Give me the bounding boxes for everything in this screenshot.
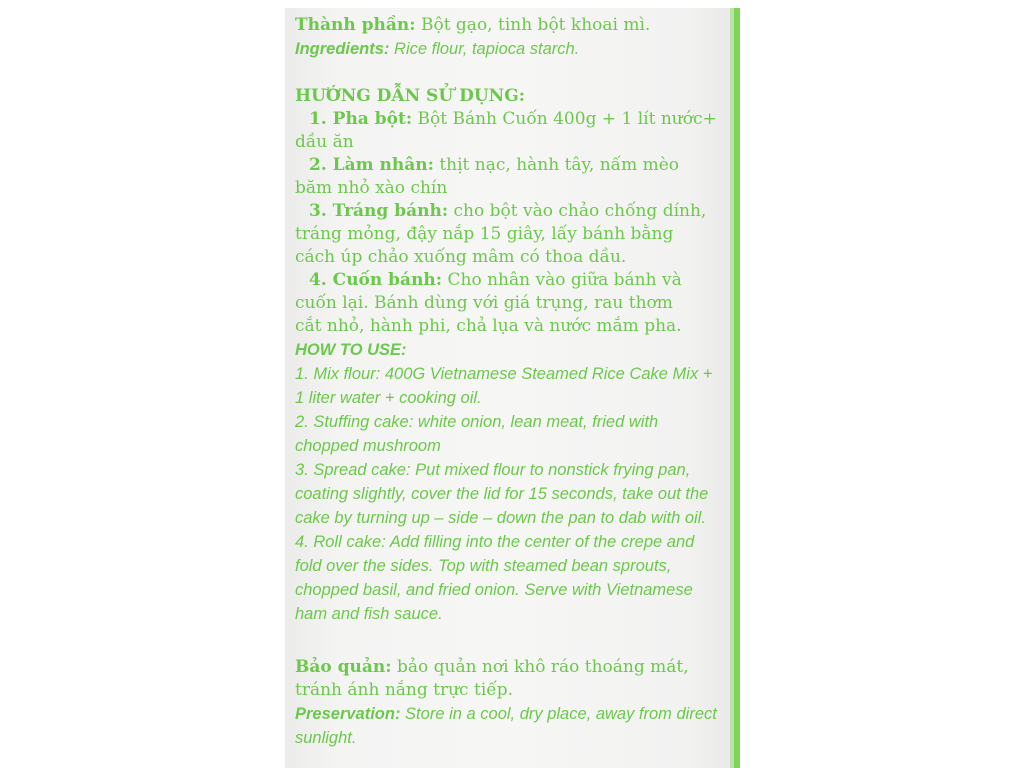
usage-en-line: 1 liter water + cooking oil. (295, 389, 482, 407)
usage-vn-step-4-line-3: cắt nhỏ, hành phi, chả lụa và nước mắm pha. (295, 316, 682, 336)
preservation-en-label: Preservation: (295, 705, 401, 723)
usage-vn-step-2-line-1 (295, 154, 730, 177)
preservation-vn-line-2: tránh ánh nắng trực tiếp. (295, 680, 513, 700)
usage-en-line: 1. Mix flour: 400G Vietnamese Steamed Rice Cake Mix + (295, 365, 713, 383)
preservation-en-line-2: sunlight. (295, 729, 357, 747)
product-package-back (285, 8, 740, 768)
usage-vn-step-3-text: cho bột vào chảo chống dính, (448, 201, 707, 221)
preservation-en-text: Store in a cool, dry place, away from direct (400, 705, 717, 723)
usage-vn-step-3-line-2: tráng mỏng, đậy nắp 15 giây, lấy bánh bằng (295, 224, 674, 244)
ingredients-en-text: Rice flour, tapioca starch. (389, 40, 580, 58)
usage-vn-step-1-line-2: dầu ăn (295, 132, 354, 152)
usage-vn-step-3-line-3: cách úp chảo xuống mâm có thoa dầu. (295, 247, 627, 267)
usage-vn-heading: HƯỚNG DẪN SỬ DỤNG: (295, 86, 525, 106)
usage-vn-step-4-label: 4. Cuốn bánh: (309, 270, 443, 290)
usage-en-heading: HOW TO USE: (295, 341, 407, 359)
usage-en-line: coating slightly, cover the lid for 15 seconds, take out the (295, 485, 709, 503)
usage-en-line: cake by turning up – side – down the pan to dab with oil. (295, 509, 706, 527)
usage-en-line: chopped mushroom (295, 437, 441, 455)
usage-vn-step-2-line-2: băm nhỏ xào chín (295, 178, 448, 198)
usage-en-line: fold over the sides. Top with steamed bean sprouts, (295, 557, 672, 575)
preservation-vn-line-1 (295, 656, 730, 679)
usage-vn-step-3-line-1 (295, 200, 730, 223)
usage-en-line: 4. Roll cake: Add filling into the center of the crepe and (295, 533, 695, 551)
usage-vn-step-4-line-2: cuốn lại. Bánh dùng với giá trụng, rau thơm (295, 293, 673, 313)
usage-vn-step-1-line-1 (295, 108, 730, 131)
ingredients-vn-label: Thành phần: (295, 15, 416, 35)
ingredients-vn (295, 14, 730, 37)
spacer (295, 626, 730, 650)
usage-en-line: chopped basil, and fried onion. Serve with Vietnamese (295, 581, 693, 599)
usage-en-line: 3. Spread cake: Put mixed flour to nonstick frying pan, (295, 461, 691, 479)
usage-vn-step-4-text: Cho nhân vào giữa bánh và (442, 270, 682, 290)
ingredients-en-label: Ingredients: (295, 40, 390, 58)
usage-en-line: ham and fish sauce. (295, 605, 443, 623)
usage-vn-step-2-label: 2. Làm nhân: (309, 155, 434, 175)
preservation-vn-label: Bảo quản: (295, 657, 392, 677)
usage-vn-step-2-text: thịt nạc, hành tây, nấm mèo (433, 155, 680, 175)
usage-vn-step-1-label: 1. Pha bột: (309, 109, 413, 129)
usage-en-line: 2. Stuffing cake: white onion, lean meat, fried with (295, 413, 659, 431)
usage-vn-step-3-label: 3. Tráng bánh: (309, 201, 449, 221)
usage-vn-step-1-text: Bột Bánh Cuốn 400g + 1 lít nước+ (412, 109, 717, 129)
spacer (295, 61, 730, 85)
preservation-vn-text: bảo quản nơi khô ráo thoáng mát, (391, 657, 689, 677)
usage-vn-step-4-line-1 (295, 269, 730, 292)
ingredients-vn-text: Bột gạo, tinh bột khoai mì. (415, 15, 651, 35)
preservation-en-line-1 (295, 702, 730, 726)
package-edge-stripe (730, 8, 740, 768)
ingredients-en (295, 37, 730, 61)
label-panel (295, 14, 730, 750)
